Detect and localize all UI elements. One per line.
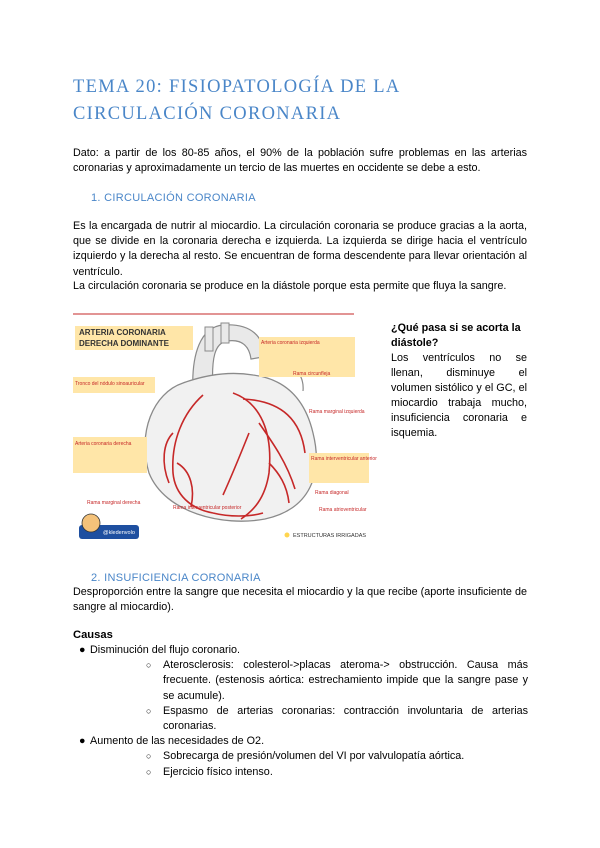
sublist xyxy=(90,658,528,734)
label-diagonal: Rama diagonal xyxy=(315,490,349,496)
insuficiencia-paragraph: Desproporción entre la sangre que necesita el miocardio y la que recibe (aporte insuficiente de sangre al miocardio). xyxy=(73,586,527,614)
bullet-icon: ● xyxy=(79,735,86,748)
list-item xyxy=(90,658,528,704)
label-estructuras: ESTRUCTURAS IRRIGADAS xyxy=(293,533,367,539)
label-coronaria-izquierda: Arteria coronaria izquierda xyxy=(261,340,320,346)
intro-paragraph: Dato: a partir de los 80-85 años, el 90% de la población sufre problemas en las arterias coronarias y aproximadamente un tercio de las muertes en occidente se debe a esto. xyxy=(73,147,527,175)
list-item xyxy=(73,734,528,780)
heart-diagram xyxy=(73,313,379,545)
bullet-icon: ● xyxy=(79,644,86,656)
list-item xyxy=(90,765,528,780)
list-item xyxy=(73,643,528,734)
document-title: TEMA 20: FISIOPATOLOGÍA DE LA CIRCULACIÓN CORONARIA xyxy=(73,77,400,124)
sublist xyxy=(90,749,528,779)
causa-necesidades: Aumento de las necesidades de O2. xyxy=(90,735,265,748)
sidebar-note xyxy=(391,321,527,441)
label-interventricular-anterior: Rama interventricular anterior xyxy=(311,456,377,462)
section-heading-circulacion: 1. CIRCULACIÓN CORONARIA xyxy=(91,192,256,204)
list-item xyxy=(90,749,528,764)
label-coronaria-derecha: Arteria coronaria derecha xyxy=(75,441,132,447)
causas-list xyxy=(73,643,528,780)
sub-ejercicio: Ejercicio físico intenso. xyxy=(163,765,273,778)
social-handle: @kledenvolo xyxy=(103,530,135,536)
circle-bullet-icon: ○ xyxy=(146,766,152,777)
aortic-branch-2 xyxy=(221,323,229,343)
sidebar-question: ¿Qué pasa si se acorta la diástole? xyxy=(391,322,521,349)
causas-heading: Causas xyxy=(73,629,113,641)
diastole-paragraph: La circulación coronaria se produce en la diástole porque esta permite que fluya la sangre. xyxy=(73,280,507,292)
sub-sobrecarga: Sobrecarga de presión/volumen del VI por valvulopatía aórtica. xyxy=(163,750,465,763)
section-heading-insuficiencia: 2. INSUFICIENCIA CORONARIA xyxy=(91,572,261,584)
heart-body xyxy=(145,373,316,521)
aortic-branch-1 xyxy=(205,327,213,351)
sub-espasmo: Espasmo de arterias coronarias: contracción involuntaria de arterias coronarias. xyxy=(163,704,528,733)
coronary-artery-figure xyxy=(73,313,379,545)
circle-bullet-icon: ○ xyxy=(146,751,152,762)
label-circunfleja: Rama circunfleja xyxy=(293,371,331,377)
causa-flujo: Disminución del flujo coronario. xyxy=(90,644,241,656)
label-atrioventricular: Rama atrioventricular xyxy=(319,507,367,513)
author-avatar xyxy=(82,514,100,532)
label-marginal-izquierda: Rama marginal izquierda xyxy=(309,409,365,415)
label-marginal-derecha: Rama marginal derecha xyxy=(87,500,141,506)
figure-title-line2: DERECHA DOMINANTE xyxy=(79,339,169,348)
sidebar-answer: Los ventrículos no se llenan, disminuye el volumen sistólico y el GC, el miocardio trabaja mucho, insuficiencia coronaria e isquemia. xyxy=(391,352,527,439)
sub-aterosclerosis: Aterosclerosis: colesterol->placas ateroma-> obstrucción. Causa más frecuente. (estenosis aórtica: estrechamiento impide que la sangre pase y se acumule). xyxy=(163,659,528,702)
label-tronco: Tronco del nódulo sinoauricular xyxy=(75,381,145,387)
list-item xyxy=(90,704,528,734)
label-interventricular-posterior: Rama interventricular posterior xyxy=(173,505,242,511)
circle-bullet-icon: ○ xyxy=(146,660,152,671)
legend-swatch xyxy=(285,533,290,538)
circulacion-paragraph: Es la encargada de nutrir al miocardio. La circulación coronaria se produce gracias a la aorta, que se divide en la coronaria derecha e izquierda. La izquierda se dirige hacia el ventrículo izquierdo y la derecha al resto. Se encuentran de forma descendente para llevar orientación al ventrículo. xyxy=(73,220,527,278)
circle-bullet-icon: ○ xyxy=(146,705,152,716)
figure-title-line1: ARTERIA CORONARIA xyxy=(79,328,166,337)
